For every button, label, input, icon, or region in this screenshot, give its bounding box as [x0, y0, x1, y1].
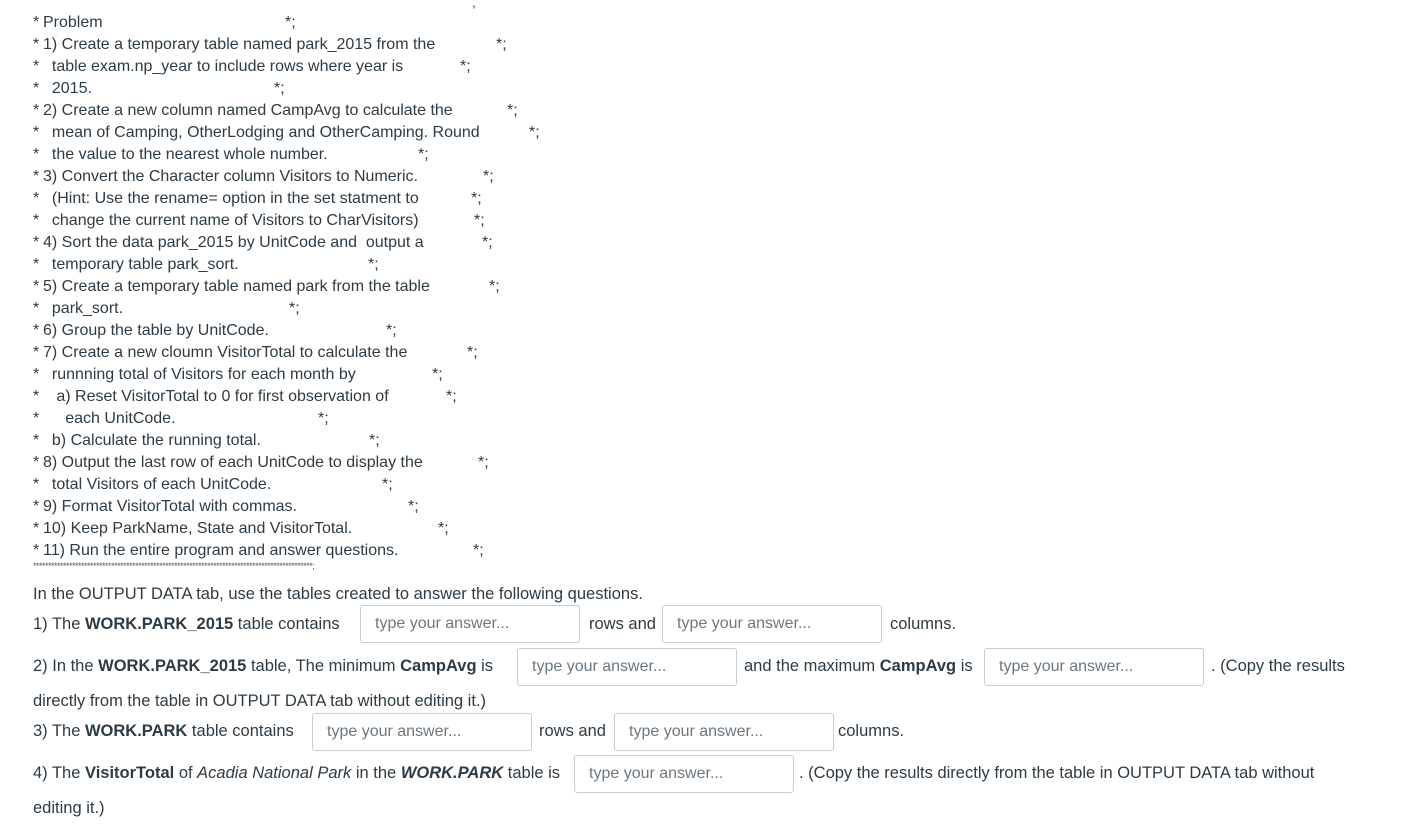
comment-terminator: *; — [274, 80, 285, 97]
q4-text-c: of — [174, 764, 198, 782]
comment-terminator: *; — [482, 234, 493, 251]
code-line-text: 5) Create a temporary table named park from the table — [43, 278, 430, 295]
q1-rows-label: rows and — [589, 615, 656, 633]
comment-terminator: *; — [496, 36, 507, 53]
q2-campavg-min: CampAvg — [400, 657, 477, 675]
q2-min-campavg-input[interactable] — [517, 648, 737, 686]
comment-terminator: *; — [507, 102, 518, 119]
code-line-text: (Hint: Use the rename= option in the set statment to — [43, 190, 419, 207]
code-line-text: 6) Group the table by UnitCode. — [43, 322, 269, 339]
code-line-text: mean of Camping, OtherLodging and OtherCamping. Round — [43, 124, 480, 141]
q4-park-name: Acadia National Park — [197, 764, 352, 782]
code-line-text: each UnitCode. — [43, 410, 176, 427]
code-line — [33, 496, 553, 518]
q4-visitortotal-input[interactable] — [574, 755, 794, 793]
q4-text-a: 4) The — [33, 764, 85, 782]
comment-terminator: *; — [318, 410, 329, 427]
q3-table-name: WORK.PARK — [84, 722, 188, 740]
code-line — [33, 298, 553, 320]
q2-text-e: is — [476, 657, 494, 675]
comment-terminator: *; — [438, 520, 449, 537]
comment-terminator: *; — [529, 124, 540, 141]
q2-campavg-max: CampAvg — [879, 657, 957, 675]
code-line — [33, 408, 553, 430]
code-line — [33, 474, 553, 496]
comment-star: * — [33, 80, 40, 97]
comment-star: * — [33, 388, 40, 405]
comment-star: * — [33, 432, 40, 449]
q2-text-h: is — [956, 657, 973, 675]
comment-star: * — [33, 476, 40, 493]
comment-star: * — [33, 256, 40, 273]
comment-terminator: *; — [471, 190, 482, 207]
comment-star: * — [33, 102, 40, 119]
code-line — [33, 540, 553, 562]
code-line-text: table exam.np_year to include rows where year is — [43, 58, 404, 75]
q1-table-name: WORK.PARK_2015 — [84, 615, 234, 633]
code-line-text: 2015. — [43, 80, 92, 97]
q3-rows-label: rows and — [539, 722, 606, 740]
comment-terminator: *; — [446, 388, 457, 405]
comment-star: * — [33, 498, 40, 515]
code-line-text: temporary table park_sort. — [43, 256, 239, 273]
code-line — [33, 144, 553, 166]
q1-columns-input[interactable] — [662, 605, 882, 643]
code-line — [33, 430, 553, 452]
q1-columns-label: columns. — [890, 615, 957, 633]
comment-star: * — [33, 520, 40, 537]
q1-text-c: table contains — [233, 615, 340, 633]
q4-text-e: in the — [351, 764, 401, 782]
code-line-text: the value to the nearest whole number. — [43, 146, 328, 163]
comment-star: * — [33, 146, 40, 163]
comment-star: * — [33, 410, 40, 427]
q4-copy-note: . (Copy the results directly from the table in OUTPUT DATA tab without — [799, 764, 1315, 782]
comment-star: * — [33, 234, 40, 251]
intro-text: In the OUTPUT DATA tab, use the tables created to answer the following questions. — [33, 585, 643, 603]
comment-terminator: *; — [386, 322, 397, 339]
comment-star: * — [33, 14, 40, 31]
stray-mark: , — [472, 0, 476, 10]
comment-star: * — [33, 278, 40, 295]
comment-star: * — [33, 542, 40, 559]
q2-text-c: table, The minimum — [246, 657, 401, 675]
code-line — [33, 210, 553, 232]
comment-terminator: *; — [473, 542, 484, 559]
comment-star: * — [33, 58, 40, 75]
comment-star: * — [33, 168, 40, 185]
code-line-text: runnning total of Visitors for each month by — [43, 366, 356, 383]
comment-star: * — [33, 454, 40, 471]
code-line — [33, 320, 553, 342]
code-line-text: Problem — [43, 14, 103, 31]
comment-terminator: *; — [474, 212, 485, 229]
q3-text-c: table contains — [187, 722, 294, 740]
code-line-text: 2) Create a new column named CampAvg to calculate the — [43, 102, 453, 119]
comment-star: * — [33, 36, 40, 53]
code-line — [33, 34, 553, 56]
comment-terminator: *; — [418, 146, 429, 163]
code-line-text: 11) Run the entire program and answer questions. — [43, 542, 399, 559]
q2-table-name: WORK.PARK_2015 — [98, 657, 247, 675]
code-line — [33, 254, 553, 276]
code-line-text: b) Calculate the running total. — [43, 432, 261, 449]
code-line — [33, 188, 553, 210]
code-line — [33, 452, 553, 474]
comment-terminator: *; — [382, 476, 393, 493]
code-line-text: park_sort. — [43, 300, 124, 317]
comment-star: * — [33, 124, 40, 141]
code-line-text: 8) Output the last row of each UnitCode to display the — [43, 454, 423, 471]
q2-copy-note-cont: directly from the table in OUTPUT DATA tab without editing it.) — [33, 692, 487, 710]
comment-terminator: *; — [432, 366, 443, 383]
comment-star: * — [33, 212, 40, 229]
comment-separator: *********************************************************************************************; — [33, 561, 315, 571]
code-line-text: a) Reset VisitorTotal to 0 for first observation of — [43, 388, 389, 405]
q3-columns-label: columns. — [838, 722, 905, 740]
code-line — [33, 100, 553, 122]
code-line-text: 4) Sort the data park_2015 by UnitCode and output a — [43, 234, 424, 251]
code-line-text: change the current name of Visitors to CharVisitors) — [43, 212, 419, 229]
code-line-text: 3) Convert the Character column Visitors to Numeric. — [43, 168, 418, 185]
comment-terminator: *; — [369, 432, 380, 449]
comment-terminator: *; — [289, 300, 300, 317]
code-line — [33, 386, 553, 408]
comment-terminator: *; — [408, 498, 419, 515]
q4-table-name: WORK.PARK — [400, 764, 504, 782]
q2-text-f: and the maximum — [744, 657, 880, 675]
comment-star: * — [33, 190, 40, 207]
q2-max-campavg-input[interactable] — [984, 648, 1204, 686]
code-line — [33, 78, 553, 100]
comment-terminator: *; — [368, 256, 379, 273]
comment-star: * — [33, 344, 40, 361]
q2-copy-note: . (Copy the results — [1211, 657, 1345, 675]
comment-terminator: *; — [478, 454, 489, 471]
comment-terminator: *; — [489, 278, 500, 295]
q1-text-a: 1) The — [33, 615, 85, 633]
q3-columns-input[interactable] — [614, 713, 834, 751]
comment-terminator: *; — [467, 344, 478, 361]
code-line — [33, 342, 553, 364]
code-line — [33, 12, 553, 34]
q4-text-g: table is — [503, 764, 561, 782]
q4-field-name: VisitorTotal — [84, 764, 175, 782]
code-line-text: 9) Format VisitorTotal with commas. — [43, 498, 297, 515]
q3-text-a: 3) The — [33, 722, 85, 740]
code-line-text: 7) Create a new cloumn VisitorTotal to calculate the — [43, 344, 408, 361]
code-line — [33, 518, 553, 540]
comment-terminator: *; — [483, 168, 494, 185]
q4-copy-note-cont: editing it.) — [33, 799, 105, 817]
comment-star: * — [33, 366, 40, 383]
code-line-text: 10) Keep ParkName, State and VisitorTotal. — [43, 520, 353, 537]
comment-terminator: *; — [460, 58, 471, 75]
code-line — [33, 232, 553, 254]
code-line — [33, 364, 553, 386]
q1-rows-input[interactable] — [360, 605, 580, 643]
comment-star: * — [33, 322, 40, 339]
code-line — [33, 122, 553, 144]
comment-star: * — [33, 300, 40, 317]
comment-terminator: *; — [285, 14, 296, 31]
code-line — [33, 276, 553, 298]
q2-text-a: 2) In the — [33, 657, 99, 675]
q3-rows-input[interactable] — [312, 713, 532, 751]
code-line-text: 1) Create a temporary table named park_2015 from the — [43, 36, 436, 53]
code-line — [33, 166, 553, 188]
code-line — [33, 56, 553, 78]
code-line-text: total Visitors of each UnitCode. — [43, 476, 272, 493]
